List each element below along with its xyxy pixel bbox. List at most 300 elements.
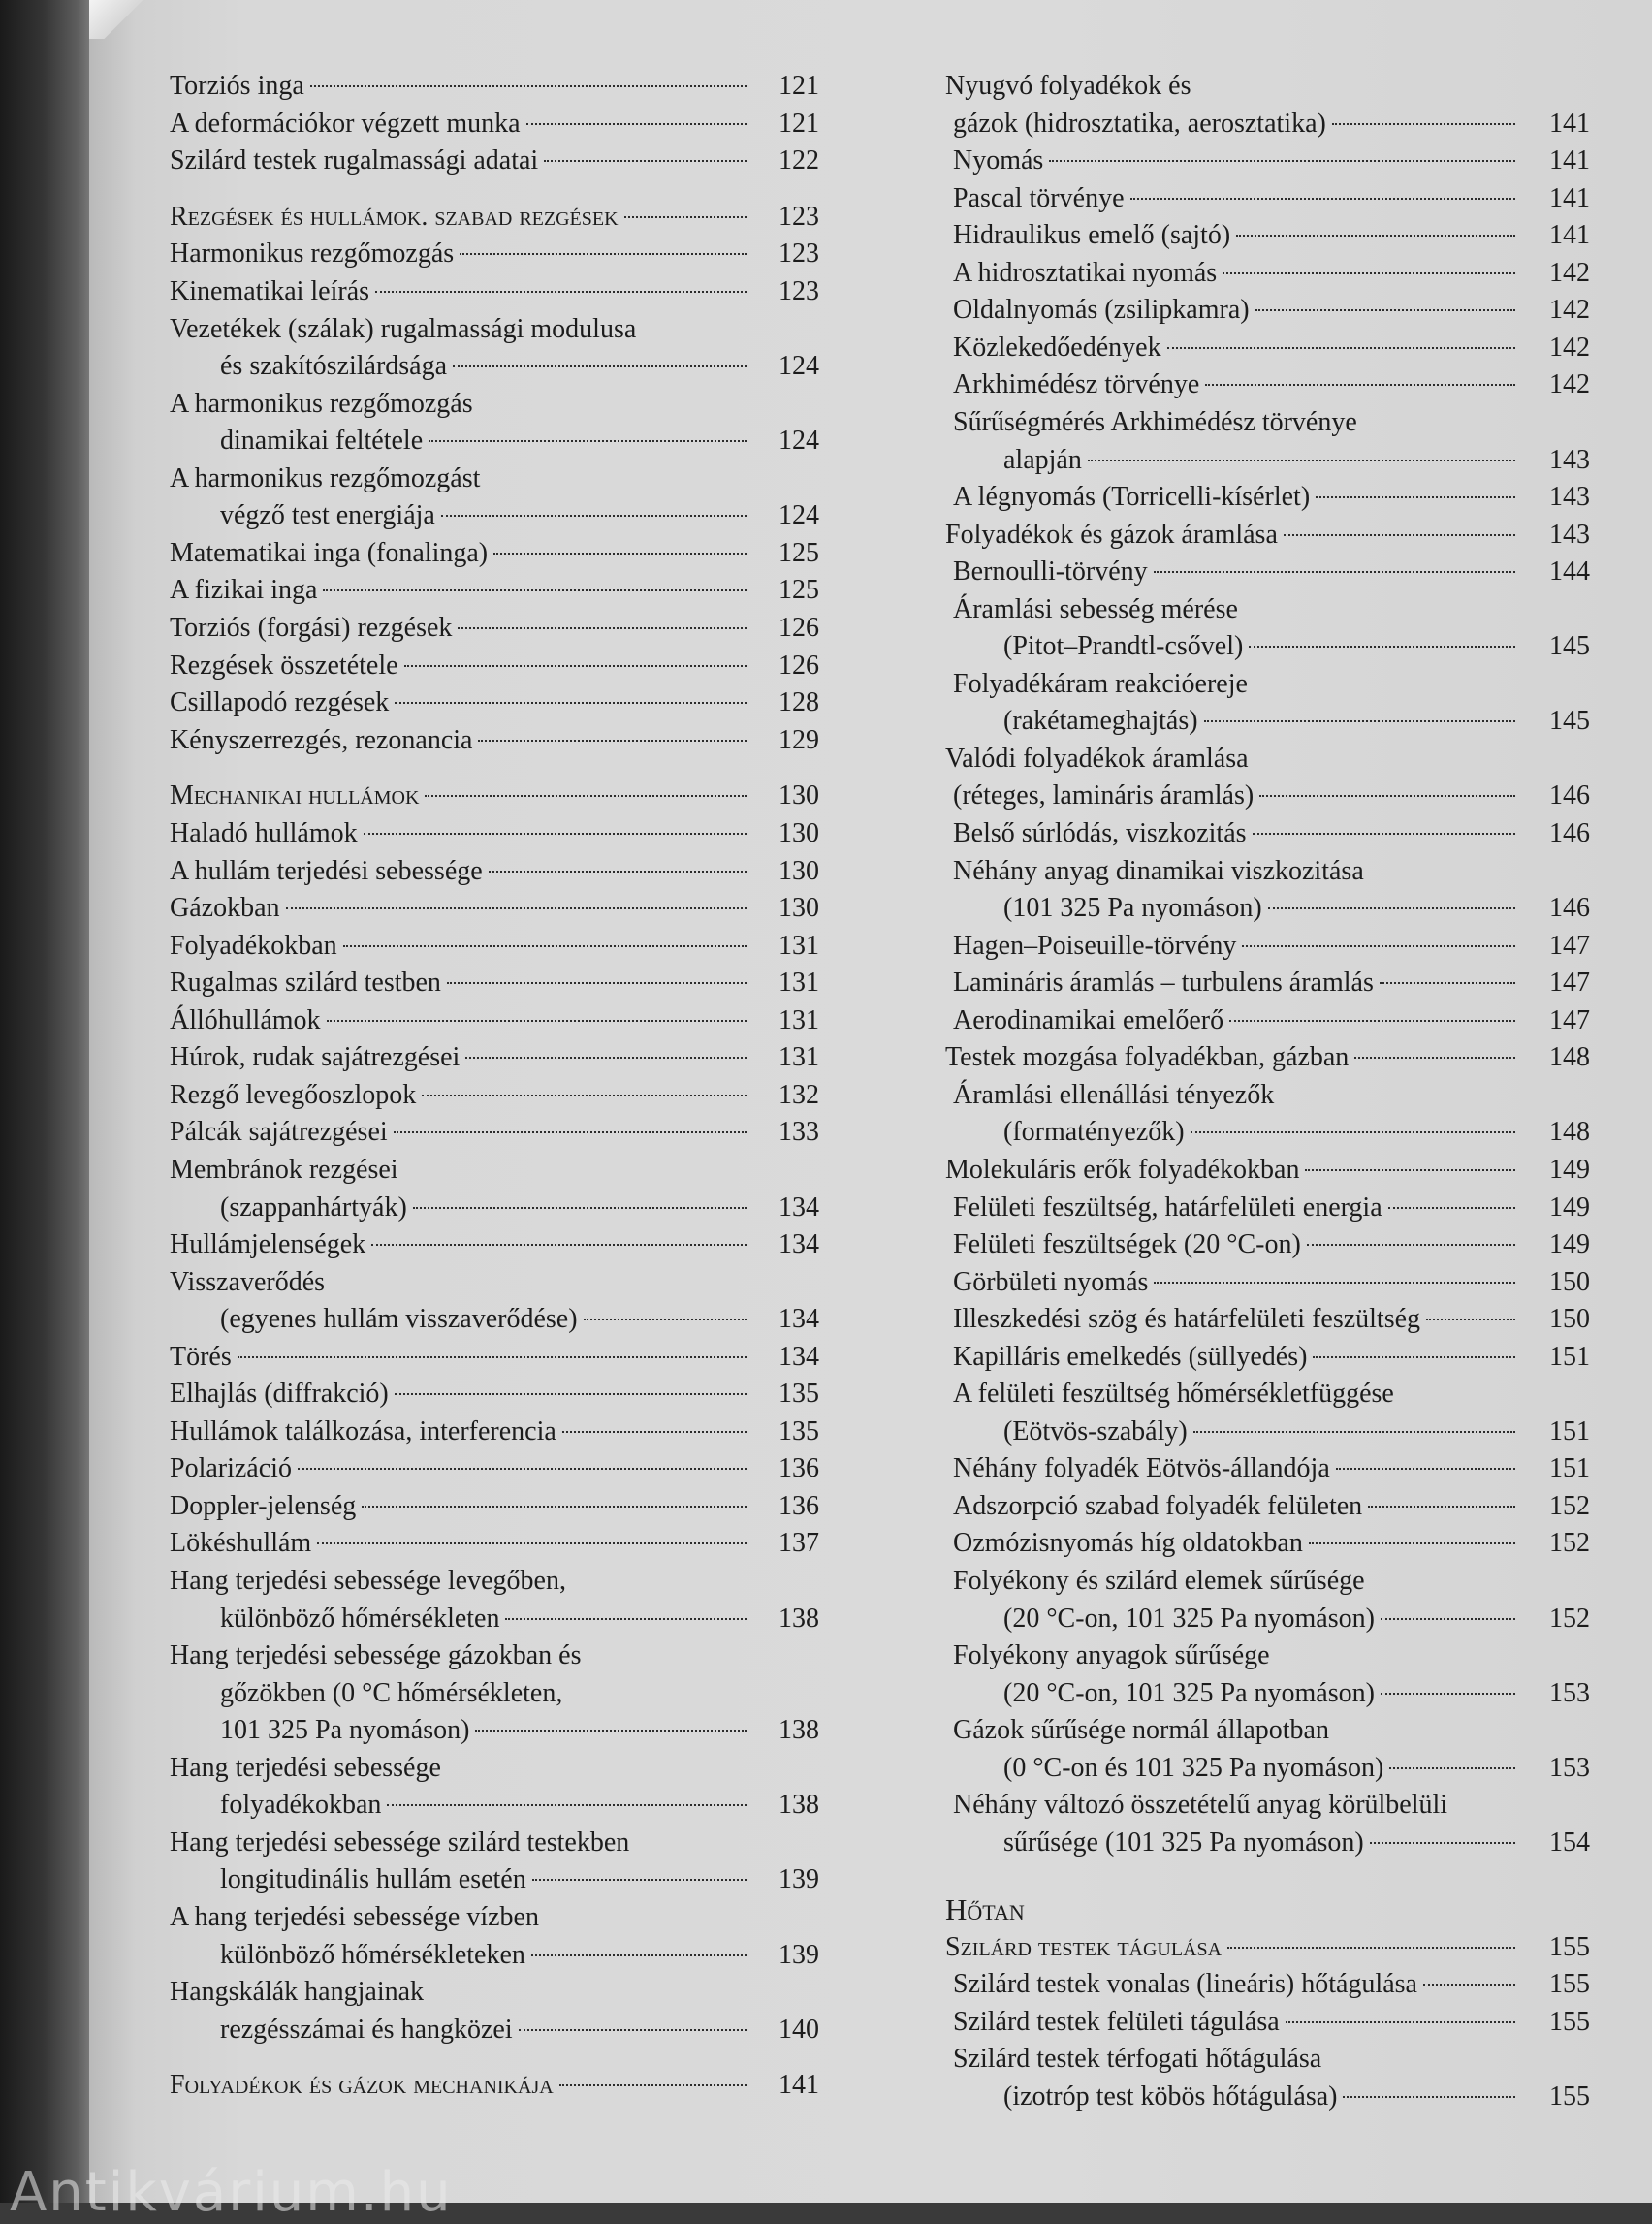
- toc-entry: [170, 1488, 843, 1526]
- toc-entry: [170, 1339, 843, 1377]
- toc-entry-page-number: 141: [1549, 108, 1590, 139]
- toc-entry-page-number: 123: [778, 238, 819, 270]
- dot-leader: [327, 1020, 747, 1022]
- toc-entry-page-number: 121: [778, 71, 819, 101]
- toc-entry-title: Ozmózisnyomás híg oldatokban: [953, 1528, 1303, 1559]
- toc-entry-page-number: 155: [1549, 2081, 1590, 2112]
- toc-entry: [945, 366, 1609, 404]
- dot-leader: [404, 665, 747, 667]
- toc-entry-page-number: 138: [778, 1715, 819, 1746]
- dot-leader: [1253, 833, 1515, 835]
- dot-leader: [1354, 1057, 1515, 1059]
- toc-entry-page-number: 141: [1549, 220, 1590, 251]
- toc-entry: [945, 1376, 1609, 1414]
- toc-entry-page-number: 142: [1549, 257, 1590, 288]
- toc-entry-page-number: 130: [778, 818, 819, 848]
- toc-entry: [170, 386, 843, 424]
- dot-leader: [453, 365, 747, 367]
- dot-leader: [1307, 1244, 1515, 1246]
- toc-entry-title: (formatényezők): [1003, 1117, 1185, 1148]
- dot-leader: [532, 1879, 747, 1881]
- toc-entry-title: Áramlási ellenállási tényezők: [953, 1079, 1275, 1110]
- toc-entry: [170, 106, 843, 143]
- toc-entry: [945, 1825, 1609, 1862]
- toc-entry-page-number: 146: [1549, 780, 1590, 811]
- toc-entry: [170, 1750, 843, 1788]
- toc-entry: [945, 1226, 1609, 1264]
- toc-entry-title: (Pitot–Prandtl-csővel): [1003, 631, 1244, 662]
- toc-entry-title: Szilárd testek tágulása: [945, 1931, 1223, 1962]
- toc-entry: [945, 292, 1609, 330]
- toc-entry-page-number: 143: [1549, 519, 1590, 550]
- watermark-text: Antikvárium.hu: [10, 2161, 453, 2224]
- dot-leader: [395, 1393, 747, 1395]
- toc-entry-page-number: 138: [778, 1603, 819, 1634]
- toc-entry-title: A hang terjedési sebessége vízben: [170, 1901, 539, 1932]
- book-spine-shadow: [0, 0, 97, 2203]
- toc-entry-title: Doppler-jelenség: [170, 1490, 357, 1521]
- toc-entry: [170, 1450, 843, 1488]
- toc-entry-title: Hidraulikus emelő (sajtó): [953, 220, 1231, 251]
- toc-entry-page-number: 147: [1549, 1004, 1590, 1035]
- toc-entry: [170, 535, 843, 573]
- toc-entry: [170, 1899, 843, 1937]
- toc-entry-title: Sűrűségmérés Arkhimédész törvénye: [953, 406, 1357, 437]
- toc-entry-title: rezgésszámai és hangközei: [220, 2014, 513, 2045]
- toc-entry: [170, 1264, 843, 1302]
- toc-entry-title: Elhajlás (diffrakció): [170, 1379, 389, 1410]
- toc-entry: [945, 928, 1609, 966]
- toc-entry: [945, 1301, 1609, 1339]
- dot-leader: [1204, 720, 1515, 722]
- toc-entry-title: folyadékokban: [220, 1790, 382, 1821]
- dot-leader: [441, 515, 747, 517]
- toc-entry-title: Hang terjedési sebessége gázokban és: [170, 1640, 582, 1671]
- dot-leader: [1088, 460, 1515, 461]
- toc-entry-title: A fizikai inga: [170, 575, 318, 606]
- toc-entry-page-number: 155: [1549, 1969, 1590, 2000]
- dot-leader: [387, 1804, 747, 1806]
- toc-entry-title: Kényszerrezgés, rezonancia: [170, 724, 473, 755]
- dot-leader: [1423, 1984, 1515, 1986]
- dot-leader: [310, 85, 747, 87]
- toc-entry: [945, 965, 1609, 1002]
- toc-entry-title: Hang terjedési sebessége: [170, 1752, 441, 1783]
- toc-entry-title: (izotróp test köbös hőtágulása): [1003, 2081, 1338, 2112]
- toc-entry-title: (egyenes hullám visszaverődése): [220, 1304, 578, 1335]
- toc-entry: [170, 928, 843, 966]
- toc-entry-page-number: 142: [1549, 295, 1590, 326]
- toc-entry-title: Illeszkedési szög és határfelületi feszültség: [953, 1304, 1421, 1335]
- toc-entry-title: Nyomás: [953, 145, 1044, 176]
- toc-entry-page-number: 149: [1549, 1229, 1590, 1260]
- toc-entry: [945, 1712, 1609, 1750]
- toc-entry-title: Belső súrlódás, viszkozitás: [953, 818, 1247, 848]
- dot-leader: [1426, 1319, 1515, 1320]
- toc-entry-title: Harmonikus rezgőmozgás: [170, 238, 455, 270]
- toc-entry: [945, 1264, 1609, 1302]
- toc-entry-title: (101 325 Pa nyomáson): [1003, 893, 1262, 924]
- toc-entry-title: Rugalmas szilárd testben: [170, 968, 441, 999]
- toc-entry-title: Folyadékáram reakcióereje: [953, 668, 1248, 699]
- dot-leader: [1309, 1542, 1515, 1544]
- toc-entry-page-number: 147: [1549, 930, 1590, 961]
- toc-entry: [945, 2004, 1609, 2042]
- toc-entry-title: Pascal törvénye: [953, 182, 1125, 213]
- dot-leader: [478, 740, 747, 742]
- dot-leader: [544, 160, 747, 162]
- toc-entry: [170, 497, 843, 535]
- toc-entry-title: Torziós inga: [170, 71, 304, 101]
- toc-entry: [170, 2012, 843, 2049]
- toc-entry-title: Hangskálák hangjainak: [170, 1977, 425, 2008]
- toc-entry-title: Membránok rezgései: [170, 1154, 398, 1185]
- toc-entry-title: Áramlási sebesség mérése: [953, 593, 1238, 624]
- toc-entry-page-number: 131: [778, 1004, 819, 1035]
- toc-entry-page-number: 151: [1549, 1453, 1590, 1484]
- dot-leader: [238, 1356, 747, 1358]
- toc-entry-page-number: 134: [778, 1341, 819, 1372]
- toc-entry-title: Rezgések és hullámok. szabad rezgések: [170, 201, 619, 232]
- dot-leader: [1370, 1842, 1515, 1844]
- toc-entry-page-number: 137: [778, 1528, 819, 1559]
- toc-entry-title: 101 325 Pa nyomáson): [220, 1715, 470, 1746]
- toc-entry-page-number: 146: [1549, 893, 1590, 924]
- dot-leader: [1388, 1207, 1515, 1209]
- toc-entry-page-number: 124: [778, 426, 819, 457]
- toc-entry-title: Hőtan: [945, 1892, 1025, 1927]
- toc-entry-title: A felületi feszültség hőmérsékletfüggése: [953, 1379, 1394, 1410]
- toc-entry-title: Rezgések összetétele: [170, 650, 398, 681]
- toc-entry-page-number: 143: [1549, 444, 1590, 475]
- toc-entry-title: Bernoulli-törvény: [953, 556, 1148, 588]
- dot-leader: [493, 553, 747, 555]
- toc-entry: [945, 853, 1609, 891]
- dot-leader: [1389, 1767, 1515, 1769]
- toc-entry-title: A hullám terjedési sebessége: [170, 855, 483, 886]
- toc-entry-page-number: 133: [778, 1117, 819, 1148]
- toc-entry: [945, 479, 1609, 517]
- toc-entry: [170, 853, 843, 891]
- toc-entry-page-number: 121: [778, 108, 819, 139]
- toc-entry: [170, 648, 843, 685]
- toc-entry-page-number: 155: [1549, 2006, 1590, 2037]
- toc-entry: [170, 1414, 843, 1451]
- toc-entry-page-number: 124: [778, 351, 819, 382]
- toc-entry-title: A hidrosztatikai nyomás: [953, 257, 1218, 288]
- dot-leader: [1268, 907, 1515, 909]
- toc-entry: [945, 1002, 1609, 1040]
- toc-entry-title: és szakítószilárdsága: [220, 351, 448, 382]
- dot-leader: [465, 1057, 747, 1059]
- toc-entry: [170, 965, 843, 1002]
- toc-entry-title: A harmonikus rezgőmozgás: [170, 388, 473, 419]
- toc-entry-page-number: 134: [778, 1191, 819, 1223]
- toc-entry: [945, 741, 1609, 778]
- dot-leader: [362, 1506, 747, 1508]
- toc-entry-title: Haladó hullámok: [170, 818, 358, 848]
- toc-entry: [945, 666, 1609, 704]
- toc-entry: [170, 273, 843, 311]
- toc-entry-page-number: 136: [778, 1490, 819, 1521]
- toc-entry-title: Pálcák sajátrezgései: [170, 1117, 388, 1148]
- dot-leader: [526, 123, 747, 125]
- toc-entry-page-number: 126: [778, 612, 819, 643]
- toc-entry: [170, 1226, 843, 1264]
- toc-entry-page-number: 155: [1549, 1931, 1590, 1962]
- toc-entry-title: (20 °C-on, 101 325 Pa nyomáson): [1003, 1677, 1375, 1708]
- toc-entry-page-number: 148: [1549, 1042, 1590, 1073]
- toc-entry: [945, 1966, 1609, 2004]
- dot-leader: [458, 627, 747, 629]
- toc-entry: [170, 1152, 843, 1190]
- toc-entry: [170, 610, 843, 648]
- toc-entry: [170, 143, 843, 180]
- toc-entry-title: Mechanikai hullámok: [170, 780, 420, 811]
- toc-entry-page-number: 141: [1549, 145, 1590, 176]
- toc-entry-title: Hullámjelenségek: [170, 1229, 366, 1260]
- dot-leader: [1154, 1282, 1515, 1284]
- toc-entry: [170, 1114, 843, 1152]
- toc-entry-title: Oldalnyomás (zsilipkamra): [953, 295, 1250, 326]
- toc-entry-title: (szappanhártyák): [220, 1191, 407, 1223]
- toc-entry-title: Folyadékok és gázok mechanikája: [170, 2070, 554, 2101]
- dot-leader: [460, 253, 747, 255]
- dot-leader: [447, 982, 747, 984]
- dot-leader: [1284, 534, 1515, 536]
- toc-entry-title: Testek mozgása folyadékban, gázban: [945, 1042, 1350, 1073]
- toc-entry-title: Molekuláris erők folyadékokban: [945, 1154, 1300, 1185]
- toc-entry-title: (réteges, lamináris áramlás): [953, 780, 1255, 811]
- toc-entry-title: különböző hőmérsékleteken: [220, 1939, 525, 1970]
- dot-leader: [371, 1244, 747, 1246]
- toc-entry-page-number: 151: [1549, 1415, 1590, 1446]
- dot-leader: [1381, 1693, 1515, 1695]
- toc-entry-page-number: 152: [1549, 1603, 1590, 1634]
- toc-entry: [945, 143, 1609, 180]
- toc-entry-title: Lökéshullám: [170, 1528, 312, 1559]
- toc-entry: [945, 554, 1609, 591]
- toc-entry-title: Hang terjedési sebessége levegőben,: [170, 1566, 566, 1596]
- toc-entry-title: Szilárd testek felületi tágulása: [953, 2006, 1280, 2037]
- toc-entry-page-number: 130: [778, 855, 819, 886]
- dot-leader: [559, 2084, 747, 2086]
- toc-entry-title: Néhány folyadék Eötvös-állandója: [953, 1453, 1330, 1484]
- toc-entry: [945, 1891, 1609, 1929]
- toc-entry-page-number: 138: [778, 1790, 819, 1821]
- toc-entry: [945, 890, 1609, 928]
- dot-leader: [1154, 571, 1515, 573]
- toc-entry: [170, 423, 843, 461]
- toc-entry-page-number: 129: [778, 724, 819, 755]
- toc-entry-title: Vezetékek (szálak) rugalmassági modulusa: [170, 313, 637, 344]
- toc-entry-page-number: 151: [1549, 1341, 1590, 1372]
- toc-entry-page-number: 136: [778, 1453, 819, 1484]
- toc-entry: [170, 778, 843, 815]
- toc-entry: [170, 1039, 843, 1077]
- toc-entry: [945, 2079, 1609, 2116]
- toc-entry-title: alapján: [1003, 444, 1082, 475]
- toc-entry: [945, 2041, 1609, 2079]
- toc-entry-page-number: 131: [778, 968, 819, 999]
- toc-entry-title: A légnyomás (Torricelli-kísérlet): [953, 482, 1311, 513]
- toc-entry: [170, 572, 843, 610]
- dot-leader: [1381, 1618, 1515, 1620]
- dot-leader: [1368, 1506, 1515, 1508]
- toc-entry: [170, 461, 843, 498]
- toc-entry: [170, 311, 843, 349]
- dot-leader: [395, 702, 747, 704]
- toc-entry: [170, 1861, 843, 1899]
- toc-entry-title: Kinematikai leírás: [170, 276, 370, 307]
- toc-entry: [170, 348, 843, 386]
- toc-entry-title: Csillapodó rezgések: [170, 687, 390, 718]
- toc-entry-title: A harmonikus rezgőmozgást: [170, 462, 481, 493]
- toc-entry-title: Szilárd testek térfogati hőtágulása: [953, 2044, 1322, 2075]
- toc-entry-page-number: 142: [1549, 332, 1590, 363]
- toc-entry-title: Folyadékokban: [170, 930, 337, 961]
- toc-entry-page-number: 142: [1549, 369, 1590, 400]
- dot-leader: [375, 291, 747, 293]
- toc-entry: [170, 1675, 843, 1713]
- toc-entry-page-number: 134: [778, 1229, 819, 1260]
- toc-entry-title: végző test energiája: [220, 500, 435, 531]
- toc-entry: [170, 2067, 843, 2105]
- toc-entry-page-number: 135: [778, 1379, 819, 1410]
- toc-entry-page-number: 126: [778, 650, 819, 681]
- toc-entry: [945, 255, 1609, 293]
- toc-entry-page-number: 153: [1549, 1752, 1590, 1783]
- toc-entry-title: Torziós (forgási) rezgések: [170, 612, 453, 643]
- toc-entry-title: Törés: [170, 1341, 232, 1372]
- toc-entry-title: Szilárd testek vonalas (lineáris) hőtágulása: [953, 1969, 1417, 2000]
- toc-entry-title: (Eötvös-szabály): [1003, 1415, 1188, 1446]
- toc-entry-page-number: 143: [1549, 482, 1590, 513]
- dot-leader: [531, 1954, 747, 1956]
- toc-entry-title: gázok (hidrosztatika, aerosztatika): [953, 108, 1326, 139]
- toc-entry: [945, 815, 1609, 853]
- toc-entry-page-number: 125: [778, 575, 819, 606]
- toc-entry-title: Folyékony és szilárd elemek sűrűsége: [953, 1566, 1365, 1596]
- toc-entry-title: Gázok sűrűsége normál állapotban: [953, 1715, 1329, 1746]
- toc-entry: [945, 778, 1609, 815]
- toc-entry: [945, 1114, 1609, 1152]
- toc-entry: [945, 703, 1609, 741]
- toc-entry-title: (20 °C-on, 101 325 Pa nyomáson): [1003, 1603, 1375, 1634]
- toc-entry-page-number: 146: [1549, 818, 1590, 848]
- toc-entry: [170, 1563, 843, 1601]
- toc-entry-page-number: 132: [778, 1079, 819, 1110]
- toc-entry-page-number: 122: [778, 145, 819, 176]
- toc-entry: [170, 236, 843, 273]
- toc-entry-page-number: 131: [778, 930, 819, 961]
- toc-entry: [170, 1002, 843, 1040]
- dot-leader: [286, 907, 747, 909]
- toc-entry-title: Gázokban: [170, 893, 280, 924]
- toc-entry-page-number: 150: [1549, 1304, 1590, 1335]
- toc-entry-title: Hagen–Poiseuille-törvény: [953, 930, 1237, 961]
- toc-entry-page-number: 139: [778, 1939, 819, 1970]
- toc-entry-title: Hullámok találkozása, interferencia: [170, 1415, 556, 1446]
- toc-entry: [945, 1601, 1609, 1638]
- toc-entry: [170, 815, 843, 853]
- toc-entry-title: Hang terjedési sebessége szilárd testekben: [170, 1827, 630, 1858]
- toc-entry-page-number: 140: [778, 2014, 819, 2045]
- toc-entry-title: Felületi feszültség, határfelületi energia: [953, 1191, 1382, 1223]
- toc-entry: [945, 1750, 1609, 1788]
- toc-entry: [945, 1339, 1609, 1377]
- dot-leader: [425, 795, 747, 797]
- toc-entry-page-number: 141: [778, 2070, 819, 2101]
- dot-leader: [422, 1095, 747, 1096]
- dot-leader: [298, 1468, 747, 1470]
- toc-entry-title: Görbületi nyomás: [953, 1266, 1149, 1297]
- toc-entry: [945, 1414, 1609, 1451]
- toc-entry-page-number: 144: [1549, 556, 1590, 588]
- toc-entry-title: sűrűsége (101 325 Pa nyomáson): [1003, 1827, 1364, 1858]
- toc-entry-title: Nyugvó folyadékok és: [945, 71, 1191, 101]
- toc-entry: [945, 180, 1609, 218]
- toc-entry: [945, 1637, 1609, 1675]
- dot-leader: [323, 589, 747, 591]
- dot-leader: [364, 833, 747, 835]
- toc-entry: [170, 684, 843, 722]
- toc-entry-title: gőzökben (0 °C hőmérsékleten,: [220, 1677, 563, 1708]
- dot-leader: [1249, 646, 1515, 648]
- toc-entry-title: Lamináris áramlás – turbulens áramlás: [953, 968, 1374, 999]
- toc-entry-title: Közlekedőedények: [953, 332, 1161, 363]
- toc-entry: [945, 1190, 1609, 1227]
- toc-entry: [945, 217, 1609, 255]
- toc-entry: [170, 68, 843, 106]
- toc-entry-title: Adszorpció szabad folyadék felületen: [953, 1490, 1363, 1521]
- toc-entry: [945, 442, 1609, 480]
- dot-leader: [1305, 1169, 1515, 1171]
- toc-entry-page-number: 145: [1549, 706, 1590, 737]
- toc-entry: [170, 1190, 843, 1227]
- dot-leader: [1343, 2096, 1515, 2098]
- dot-leader: [1227, 1947, 1515, 1949]
- dot-leader: [413, 1207, 747, 1209]
- toc-entry: [170, 1787, 843, 1825]
- dot-leader: [429, 440, 747, 442]
- toc-entry: [170, 1601, 843, 1638]
- toc-entry: [170, 1637, 843, 1675]
- toc-entry: [945, 1787, 1609, 1825]
- toc-entry-page-number: 130: [778, 780, 819, 811]
- toc-entry-page-number: 150: [1549, 1266, 1590, 1297]
- toc-entry-page-number: 148: [1549, 1117, 1590, 1148]
- toc-entry-page-number: 125: [778, 537, 819, 568]
- toc-entry: [170, 1825, 843, 1862]
- dot-leader: [1380, 982, 1515, 984]
- toc-entry-page-number: 152: [1549, 1528, 1590, 1559]
- dot-leader: [1229, 1020, 1515, 1022]
- toc-entry: [945, 1152, 1609, 1190]
- toc-entry: [170, 1301, 843, 1339]
- dot-leader: [489, 871, 747, 873]
- toc-entry: [170, 722, 843, 760]
- toc-entry: [170, 890, 843, 928]
- dot-leader: [519, 2029, 747, 2031]
- dot-leader: [1205, 384, 1515, 386]
- dot-leader: [624, 216, 747, 218]
- dot-leader: [1130, 198, 1516, 200]
- toc-entry: [170, 1974, 843, 2012]
- toc-entry-page-number: 134: [778, 1304, 819, 1335]
- toc-entry-title: (0 °C-on és 101 325 Pa nyomáson): [1003, 1752, 1384, 1783]
- toc-entry-title: Szilárd testek rugalmassági adatai: [170, 145, 539, 176]
